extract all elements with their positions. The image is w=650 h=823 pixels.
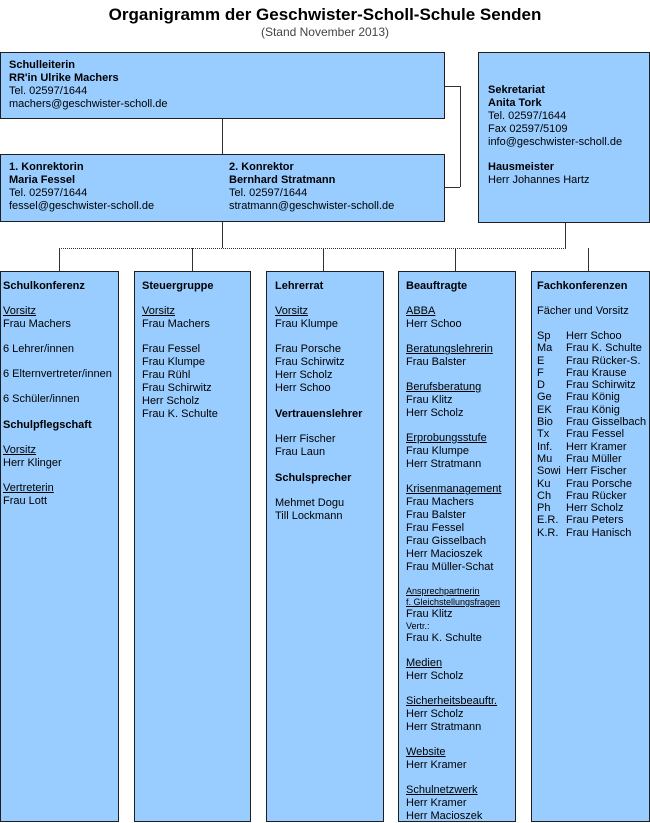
fach-subject: Ma	[537, 342, 553, 355]
drop-fachkonferenzen	[588, 248, 589, 272]
konrektorin-1-tel: Tel. 02597/1644	[9, 187, 88, 199]
sekretariat-fax: Fax 02597/5109	[488, 123, 568, 135]
page-subtitle: (Stand November 2013)	[260, 25, 390, 39]
erprobung-name: Herr Stratmann	[406, 458, 482, 470]
berufsberatung-name: Frau Klitz	[406, 394, 453, 406]
schulpflegschaft-vorsitz: Herr Klinger	[3, 457, 62, 469]
gleichstellung-vertr-label: Vertr.:	[406, 621, 430, 631]
lehrerrat-vorsitz-label: Vorsitz	[275, 305, 309, 317]
konrektorin-1-email: fessel@geschwister-scholl.de	[9, 200, 155, 212]
vertrauenslehrer-member: Frau Laun	[275, 446, 326, 458]
krisen-name: Frau Gisselbach	[406, 535, 487, 547]
steuergruppe-vorsitz: Frau Machers	[142, 318, 210, 330]
fach-subject: F	[537, 366, 544, 379]
beauftragte-box	[398, 271, 516, 822]
fach-subject: Ch	[537, 489, 552, 502]
website-label: Website	[406, 746, 446, 758]
schulkonferenz-box	[0, 271, 119, 822]
gleichstellung-vertr-name: Frau K. Schulte	[406, 632, 482, 644]
medien-label: Medien	[406, 657, 443, 669]
connector-konrektoren-bus	[222, 222, 223, 248]
steuergruppe-title: Steuergruppe	[142, 280, 214, 292]
medien-name: Herr Scholz	[406, 670, 464, 682]
schulkonferenz-vorsitz: Frau Machers	[3, 318, 71, 330]
krisen-name: Herr Macioszek	[406, 548, 483, 560]
lehrerrat-member: Frau Porsche	[275, 343, 342, 355]
konrektor-2-role: 2. Konrektor	[229, 161, 294, 173]
drop-lehrerrat	[323, 248, 324, 272]
fachkonferenzen-box	[531, 271, 650, 822]
lehrerrat-member: Frau Schirwitz	[275, 356, 345, 368]
sicherheit-label: Sicherheitsbeauftr.	[406, 695, 498, 707]
beratung-name: Frau Balster	[406, 356, 466, 368]
lehrerrat-member: Herr Scholz	[275, 369, 333, 381]
page-title: Organigramm der Geschwister-Scholl-Schule Senden	[108, 5, 542, 24]
fach-chair: Frau Müller	[566, 452, 622, 465]
fach-row	[537, 428, 646, 440]
fach-chair: Frau Porsche	[566, 477, 633, 490]
fach-row	[537, 465, 646, 477]
fach-subject: D	[537, 379, 545, 392]
fach-row	[537, 502, 646, 514]
drop-steuergruppe	[192, 248, 193, 272]
schulsprecher-member: Till Lockmann	[275, 510, 343, 522]
schulkonferenz-lehrer: 6 Lehrer/innen	[3, 343, 74, 355]
drop-beauftragte	[455, 248, 456, 272]
abba-label: ABBA	[406, 305, 436, 317]
steuergruppe-member: Frau Klumpe	[142, 356, 205, 368]
konrektor-2	[229, 161, 394, 213]
fach-chair: Herr Schoo	[566, 330, 622, 342]
gleichstellung-label-1: Ansprechpartnerin	[406, 586, 480, 596]
schulleitung-email: machers@geschwister-scholl.de	[9, 98, 168, 110]
schulpflegschaft-vertreterin-label: Vertreterin	[3, 482, 54, 494]
fach-chair: Frau König	[566, 391, 620, 404]
schulnetzwerk-label: Schulnetzwerk	[406, 784, 478, 796]
fach-subject: Sp	[537, 330, 551, 342]
fach-subject: Mu	[537, 452, 553, 465]
schulleitung-role: Schulleiterin	[9, 59, 76, 71]
konrektorin-1	[9, 161, 154, 213]
schulpflegschaft-title: Schulpflegschaft	[3, 419, 92, 431]
connector-leitung-sek-v	[460, 86, 461, 187]
fachkonferenzen-table	[537, 330, 646, 539]
fach-row	[537, 391, 646, 403]
fach-row	[537, 342, 646, 354]
lehrerrat-title: Lehrerrat	[275, 280, 324, 292]
fach-subject: Inf.	[537, 440, 553, 453]
krisen-name: Frau Machers	[406, 496, 474, 508]
fach-row	[537, 355, 646, 367]
schulkonferenz-schueler: 6 Schüler/innen	[3, 393, 80, 405]
konrektoren-box	[0, 154, 445, 222]
bus-line	[59, 248, 566, 249]
sicherheit-name: Herr Stratmann	[406, 721, 482, 733]
steuergruppe-box	[134, 271, 251, 822]
fach-row	[537, 330, 646, 342]
schulpflegschaft-vertreterin: Frau Lott	[3, 495, 48, 507]
abba-name: Herr Schoo	[406, 318, 462, 330]
fach-row	[537, 416, 646, 428]
schulsprecher-title: Schulsprecher	[275, 472, 352, 484]
drop-schulkonferenz	[59, 248, 60, 272]
fach-chair: Frau Hanisch	[566, 526, 632, 539]
schulkonferenz-eltern: 6 Elternvertreter/innen	[3, 368, 112, 380]
beauftragte-title: Beauftragte	[406, 280, 468, 292]
fach-chair: Frau Schirwitz	[566, 379, 636, 392]
fach-chair: Frau Gisselbach	[566, 416, 647, 429]
schulkonferenz-vorsitz-label: Vorsitz	[3, 305, 37, 317]
fach-subject: Bio	[537, 416, 553, 429]
fach-subject: Tx	[537, 428, 550, 441]
krisen-name: Frau Müller-Schat	[406, 561, 494, 573]
sekretariat-name: Anita Tork	[488, 97, 542, 109]
fach-row	[537, 514, 646, 526]
fach-row	[537, 478, 646, 490]
beratung-label: Beratungslehrerin	[406, 343, 493, 355]
fach-chair: Herr Fischer	[566, 465, 627, 478]
sicherheit-name: Herr Scholz	[406, 708, 464, 720]
fach-subject: E.R.	[537, 514, 559, 527]
erprobung-name: Frau Klumpe	[406, 445, 469, 457]
fach-chair: Herr Kramer	[566, 440, 627, 453]
schulkonferenz-title: Schulkonferenz	[3, 280, 85, 292]
fach-chair: Herr Scholz	[566, 502, 624, 515]
konrektorin-1-name: Maria Fessel	[9, 174, 76, 186]
steuergruppe-member: Herr Scholz	[142, 395, 200, 407]
gleichstellung-label-2: f. Gleichstellungsfragen	[406, 597, 501, 607]
fach-subject: E	[537, 354, 545, 367]
sekretariat-role: Sekretariat	[488, 84, 545, 96]
fach-row	[537, 367, 646, 379]
schulleitung-box	[0, 52, 445, 119]
schulleitung-tel: Tel. 02597/1644	[9, 85, 88, 97]
steuergruppe-member: Frau Fessel	[142, 343, 201, 355]
fachkonferenzen-title: Fachkonferenzen	[537, 280, 628, 292]
website-name: Herr Kramer	[406, 759, 467, 771]
fach-chair: Frau K. Schulte	[566, 342, 642, 355]
konrektor-2-name: Bernhard Stratmann	[229, 174, 336, 186]
fach-subject: Ge	[537, 391, 552, 404]
schulleitung-name: RR'in Ulrike Machers	[9, 72, 119, 84]
connector-leitung-konrektoren	[222, 118, 223, 155]
berufsberatung-label: Berufsberatung	[406, 381, 482, 393]
connector-leitung-sek-h2	[444, 187, 460, 188]
schulsprecher-member: Mehmet Dogu	[275, 497, 345, 509]
vertrauenslehrer-title: Vertrauenslehrer	[275, 408, 363, 420]
fach-chair: Frau Rücker	[566, 489, 627, 502]
fach-subject: Ph	[537, 502, 551, 515]
fach-subject: Sowi	[537, 465, 561, 478]
sekretariat-tel: Tel. 02597/1644	[488, 110, 567, 122]
fach-chair: Frau König	[566, 403, 620, 416]
konrektor-2-tel: Tel. 02597/1644	[229, 187, 308, 199]
steuergruppe-member: Frau Schirwitz	[142, 382, 212, 394]
schulpflegschaft-vorsitz-label: Vorsitz	[3, 444, 37, 456]
fach-subject: EK	[537, 403, 552, 416]
lehrerrat-member: Herr Schoo	[275, 382, 331, 394]
fach-subject: K.R.	[537, 526, 559, 539]
schulnetzwerk-name: Herr Kramer	[406, 797, 467, 809]
fach-row	[537, 453, 646, 465]
konrektor-2-email: stratmann@geschwister-scholl.de	[229, 200, 395, 212]
connector-leitung-sek-h1	[444, 86, 460, 87]
krisen-label: Krisenmanagement	[406, 483, 502, 495]
krisen-name: Frau Fessel	[406, 522, 465, 534]
steuergruppe-vorsitz-label: Vorsitz	[142, 305, 176, 317]
gleichstellung-name: Frau Klitz	[406, 608, 453, 620]
fachkonferenzen-subtitle: Fächer und Vorsitz	[537, 305, 629, 317]
schulnetzwerk-name: Herr Macioszek	[406, 810, 483, 822]
vertrauenslehrer-member: Herr Fischer	[275, 433, 336, 445]
konrektorin-1-role: 1. Konrektorin	[9, 161, 84, 173]
hausmeister-name: Herr Johannes Hartz	[488, 174, 590, 186]
steuergruppe-member: Frau K. Schulte	[142, 408, 218, 420]
steuergruppe-member: Frau Rühl	[142, 369, 191, 381]
fach-chair: Frau Fessel	[566, 428, 625, 441]
berufsberatung-name: Herr Scholz	[406, 407, 464, 419]
fach-row	[537, 441, 646, 453]
fach-chair: Frau Krause	[566, 366, 627, 379]
connector-sek-bus	[565, 222, 566, 248]
erprobung-label: Erprobungsstufe	[406, 432, 487, 444]
fach-row	[537, 379, 646, 391]
hausmeister-role: Hausmeister	[488, 161, 555, 173]
lehrerrat-box	[266, 271, 384, 822]
fach-chair: Frau Rücker-S.	[566, 354, 641, 367]
sekretariat-box	[478, 52, 650, 223]
fach-row	[537, 490, 646, 502]
fach-subject: Ku	[537, 477, 551, 490]
fach-row	[537, 404, 646, 416]
fach-row	[537, 527, 646, 539]
krisen-name: Frau Balster	[406, 509, 466, 521]
lehrerrat-vorsitz: Frau Klumpe	[275, 318, 338, 330]
fach-chair: Frau Peters	[566, 514, 624, 527]
sekretariat-email: info@geschwister-scholl.de	[488, 136, 623, 148]
